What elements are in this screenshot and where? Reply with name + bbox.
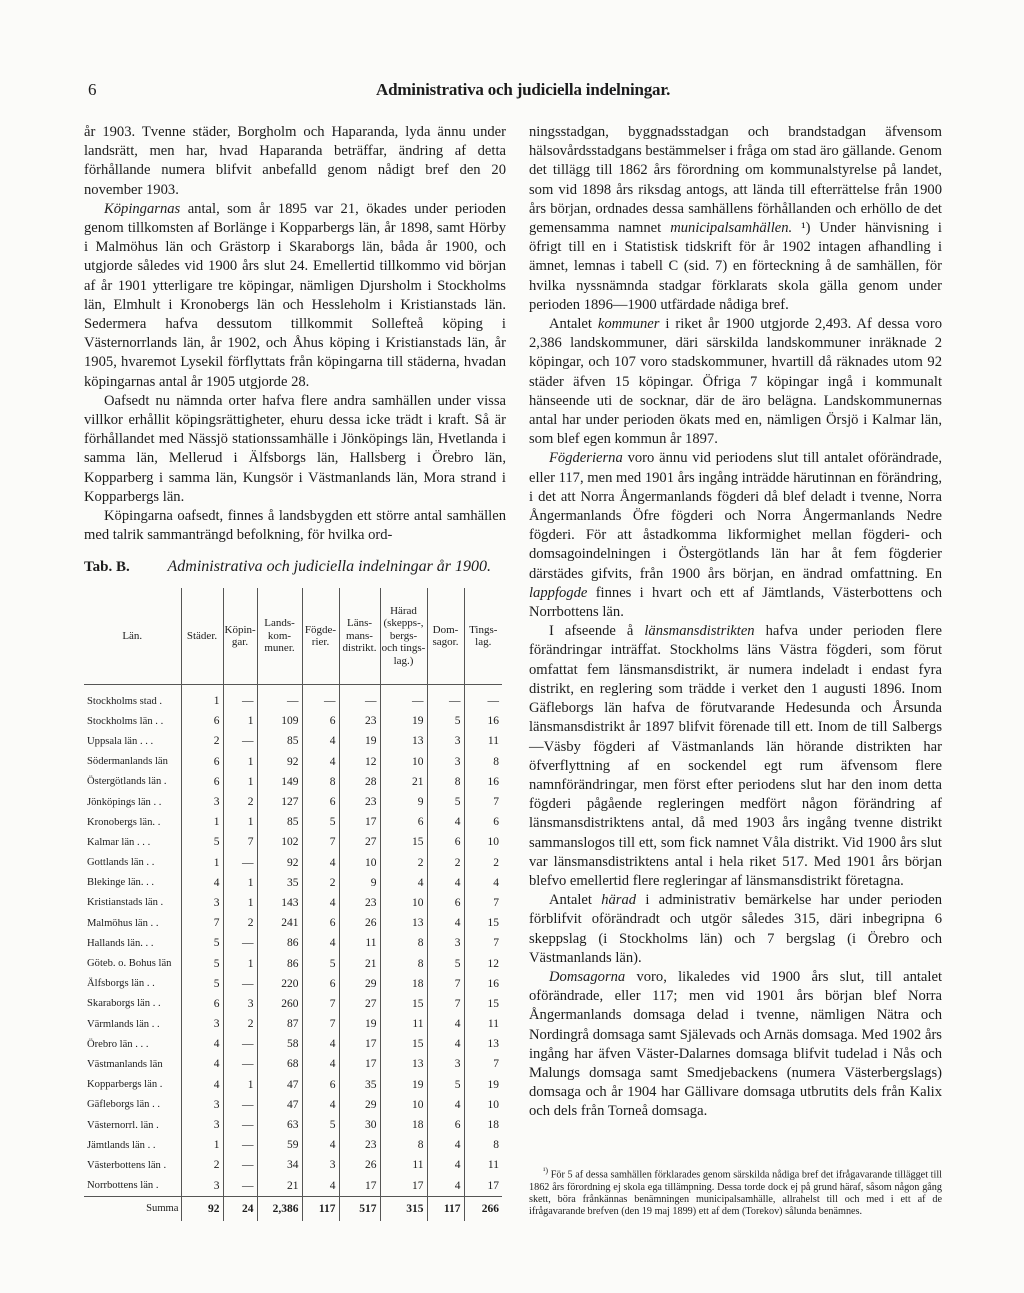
table-cell: 4 (427, 873, 464, 893)
table-cell: 18 (380, 974, 427, 994)
paragraph: Fögderierna voro ännu vid periodens slut till antalet oförändrade, eller 117, men med 1901 års ingång inträdde härutinnan en förändring, i det att Norra Ångermanlands fögderi då blef deladt i tvenne, Norra Ångermanlands Öfre fögderi och Norra Ångermanlands Nedre fögderi. För att åstadkomma likformighet mellan fögderi- och domsagoindelningen i Östergötlands län har åt fem fögderier därstädes gifvits, från 1900 års början, en ändrad omfattning. En lappfogde finnes i hvart och ett af Jämtlands, Västerbottens och Norrbottens län. (529, 450, 942, 621)
table-cell: 6 (427, 1115, 464, 1135)
table-cell: 13 (487, 1038, 499, 1051)
table-cell: 29 (339, 974, 380, 994)
table-cell: 5 (181, 974, 223, 994)
table-cell: 3 (181, 792, 223, 812)
emphasis: lappfogde (529, 584, 588, 601)
table-cell: 4 (181, 873, 223, 893)
table-row (84, 1095, 502, 1115)
table-cell: 7 (427, 974, 464, 994)
table-row (84, 1014, 502, 1034)
table-row (84, 1155, 502, 1175)
table-cell: 1 (181, 812, 223, 832)
table-cell: 2 (427, 853, 464, 873)
table-cell: 19 (487, 1078, 499, 1091)
table-cell: 7 (493, 937, 499, 950)
paragraph: Antalet härad i administrativ bemärkelse har under perioden förblifvit oförändradt och utgör således 315, däri inbegripna 6 skeppslag (i Stockholms län) och 7 bergslag (i Örebro och Västmanlands län). (529, 892, 942, 966)
table-cell: 8 (380, 1135, 427, 1155)
county-name-cell: Jämtlands län . . (84, 1135, 181, 1155)
table-cell: 4 (302, 752, 339, 772)
table-cell: 5 (427, 711, 464, 731)
table-cell: 2 (181, 1155, 223, 1175)
table-cell: 10 (487, 1098, 499, 1111)
table-cell: 5 (427, 953, 464, 973)
table-cell: 6 (493, 816, 499, 829)
table-cell: 6 (181, 711, 223, 731)
emphasis: Köpingarnas (104, 200, 181, 217)
table-cell: 3 (223, 994, 257, 1014)
column-header: Läns-mans-distrikt. (339, 588, 380, 685)
table-row (84, 752, 502, 772)
table-cell: 12 (487, 957, 499, 970)
table-cell: 8 (302, 772, 339, 792)
table-cell: 9 (380, 792, 427, 812)
table-cell: 17 (487, 1179, 499, 1192)
table-cell: 92 (257, 752, 302, 772)
table-cell: 5 (302, 1115, 339, 1135)
table-cell: 117 (302, 1196, 339, 1221)
table-cell: 92 (181, 1196, 223, 1221)
table-cell: 19 (380, 1075, 427, 1095)
table-cell: 6 (302, 913, 339, 933)
table-cell: 4 (181, 1034, 223, 1054)
county-name-cell: Värmlands län . . (84, 1014, 181, 1034)
county-name-cell: Gäfleborgs län . . (84, 1095, 181, 1115)
table-cell: — (339, 685, 380, 712)
table-cell: 35 (339, 1075, 380, 1095)
table-cell: 21 (380, 772, 427, 792)
table-cell: 35 (257, 873, 302, 893)
table-cell: 34 (257, 1155, 302, 1175)
table-cell: 15 (380, 832, 427, 852)
county-name-cell: Gottlands län . . (84, 853, 181, 873)
column-header: Städer. (181, 588, 223, 685)
table-row (84, 913, 502, 933)
left-column (84, 123, 506, 545)
table-row (84, 685, 502, 712)
table-cell: 1 (223, 873, 257, 893)
running-head: Administrativa och judiciella indelningar. (376, 80, 671, 99)
table-cell: 86 (257, 933, 302, 953)
table-cell: — (223, 974, 257, 994)
table-cell: 15 (487, 917, 499, 930)
table-cell: 6 (427, 893, 464, 913)
table-cell: 1 (181, 853, 223, 873)
table-cell: 47 (257, 1095, 302, 1115)
table-cell: 6 (380, 812, 427, 832)
table-cell: 117 (427, 1196, 464, 1221)
column-header: Dom-sagor. (427, 588, 464, 685)
table-cell: 1 (223, 812, 257, 832)
table-cell: 3 (427, 933, 464, 953)
table-cell: 8 (380, 933, 427, 953)
table-cell: — (223, 1054, 257, 1074)
table-row (84, 873, 502, 893)
county-name-cell: Västernorrl. län . (84, 1115, 181, 1135)
table-row (84, 772, 502, 792)
table-cell: 92 (257, 853, 302, 873)
table-cell: 4 (380, 873, 427, 893)
table-cell: 3 (181, 1176, 223, 1197)
table-cell: 4 (427, 1135, 464, 1155)
table-cell: 21 (257, 1176, 302, 1197)
table-cell: 86 (257, 953, 302, 973)
table-cell: 149 (257, 772, 302, 792)
table-cell: 2 (223, 913, 257, 933)
table-cell: 3 (427, 752, 464, 772)
table-cell: 3 (427, 731, 464, 751)
table-cell: 1 (181, 685, 223, 712)
table-cell: — (223, 933, 257, 953)
table-cell: — (223, 1034, 257, 1054)
emphasis: härad (601, 892, 637, 909)
table-cell: 127 (257, 792, 302, 812)
table-cell: 13 (380, 731, 427, 751)
table-cell: 26 (339, 1155, 380, 1175)
table-cell: 2 (493, 856, 499, 869)
table-cell: 1 (223, 772, 257, 792)
county-name-cell: Älfsborgs län . . (84, 974, 181, 994)
table-cell: 7 (302, 994, 339, 1014)
table-cell: 4 (427, 1095, 464, 1115)
table-cell: 6 (427, 832, 464, 852)
table-cell: 4 (427, 812, 464, 832)
county-name-cell: Skaraborgs län . . (84, 994, 181, 1014)
paragraph: Köpingarnas antal, som år 1895 var 21, ökades under perioden genom tillkomsten af Borlänge i Kopparbergs län, år 1898, samt Hörby i Malmöhus län och Grästorp i Skaraborgs län, båda år 1900, och utgjorde således vid 1900 års slut 24. Emellertid tillkommo vid början af år 1901 ytterligare tre köpingar, nämligen Djursholm i Stockholms län, Elmhult i Kronobergs län och Hessleholm i Kristianstads län. Sedermera hafva dessutom tillkommit Sollefteå köping i Västernorrlands län, år 1902, och Åhus köping i Kristianstads län, år 1905, hvaremot Lysekil förflyttats från köpingarna till städerna, hvadan köpingarnas antal år 1905 utgjorde 28. (84, 200, 506, 390)
table-cell: 47 (257, 1075, 302, 1095)
table-cell: 17 (339, 1054, 380, 1074)
table-cell: 7 (493, 796, 499, 809)
table-row (84, 792, 502, 812)
table-cell: 2 (181, 731, 223, 751)
table-cell: 7 (493, 896, 499, 909)
table-cell: 5 (181, 832, 223, 852)
table-cell: 10 (380, 752, 427, 772)
table-cell: 143 (257, 893, 302, 913)
table-cell: 266 (464, 1196, 502, 1221)
table-title (84, 558, 514, 576)
table-cell: — (427, 685, 464, 712)
table-cell: 6 (181, 994, 223, 1014)
table-row (84, 711, 502, 731)
table-cell: — (380, 685, 427, 712)
paragraph: Domsagorna voro, likaledes vid 1900 års slut, till antalet oförändrade, eller 117; men vid 1901 års början blef Norra Ångermanlands domsaga delad i tvenne, nämligen Nätra och Nordingrå domsaga samt Själevads och Arnäs domsaga. Med 1902 års ingång har äfven Väster-Dalarnes domsaga blifvit tudelad i Nås och Malungs domsaga samt Smedjebackens (numera Västerbergslags) domsaga och år 1904 har Gällivare domsaga utbrutits dels från Kalix och dels från Torneå domsaga. (529, 968, 942, 1120)
table-cell: 58 (257, 1034, 302, 1054)
emphasis: kommuner (597, 316, 660, 333)
table-cell: 7 (302, 1014, 339, 1034)
table-row (84, 953, 502, 973)
table-cell: 4 (302, 1034, 339, 1054)
table-cell: 4 (302, 1095, 339, 1115)
table-cell: 315 (380, 1196, 427, 1221)
table-cell: — (223, 853, 257, 873)
table-cell: 4 (302, 1054, 339, 1074)
table-row (84, 1176, 502, 1197)
emphasis: Domsagorna (549, 968, 626, 985)
table-cell: 6 (302, 1075, 339, 1095)
table-cell: 3 (181, 1014, 223, 1034)
table-cell: 59 (257, 1135, 302, 1155)
table-row (84, 1054, 502, 1074)
table-cell: 5 (302, 812, 339, 832)
right-column (529, 123, 942, 1122)
table-cell: 241 (257, 913, 302, 933)
column-header: Fögde-rier. (302, 588, 339, 685)
table-cell: — (223, 1135, 257, 1155)
table-cell: 23 (339, 711, 380, 731)
table-cell: — (223, 1095, 257, 1115)
table-cell: 4 (302, 893, 339, 913)
county-name-cell: Västerbottens län . (84, 1155, 181, 1175)
table-cell: 3 (302, 1155, 339, 1175)
table-cell: 19 (380, 711, 427, 731)
county-name-cell: Jönköpings län . . (84, 792, 181, 812)
county-name-cell: Norrbottens län . (84, 1176, 181, 1197)
table-cell: — (223, 685, 257, 712)
county-name-cell: Blekinge län. . . (84, 873, 181, 893)
table-cell: 6 (302, 974, 339, 994)
table-row (84, 1034, 502, 1054)
table-cell: 23 (339, 792, 380, 812)
county-name-cell: Västmanlands län (84, 1054, 181, 1074)
table-cell: 17 (339, 1034, 380, 1054)
table-cell: 15 (380, 994, 427, 1014)
paragraph: Oafsedt nu nämnda orter hafva flere andra samhällen under vissa villkor erhållit köpingsrättigheter, ehuru dessa icke trädt i kraft. Så är förhållandet med Nässjö stationssamhälle i Jönköpings län, Hvetlanda i samma län, Mellerud i Älfsborgs län, Hallsberg i Örebro län, Kopparberg i samma län, Kungsör i Västmanlands län, Mora strand i Kopparbergs län. (84, 392, 506, 505)
page-number: 6 (88, 80, 97, 99)
table-cell: 2 (223, 792, 257, 812)
county-name-cell: Södermanlands län (84, 752, 181, 772)
table-cell: 1 (223, 953, 257, 973)
table-row (84, 853, 502, 873)
table-cell: — (302, 685, 339, 712)
table-cell: 4 (427, 913, 464, 933)
county-name-cell: Östergötlands län . (84, 772, 181, 792)
table-cell: 8 (493, 755, 499, 768)
table-cell: 13 (380, 913, 427, 933)
table-cell: 7 (181, 913, 223, 933)
table-cell: 2 (223, 1014, 257, 1034)
table-cell: 5 (302, 953, 339, 973)
county-name-cell: Kronobergs län. . (84, 812, 181, 832)
county-name-cell: Uppsala län . . . (84, 731, 181, 751)
emphasis: länsmansdistrikten (644, 623, 755, 640)
table-cell: 4 (302, 1135, 339, 1155)
table-cell: 3 (181, 1095, 223, 1115)
table-cell: 87 (257, 1014, 302, 1034)
table-row (84, 832, 502, 852)
table-cell: 4 (302, 933, 339, 953)
table-cell: 29 (339, 1095, 380, 1115)
table-cell: 16 (487, 715, 499, 728)
table-cell: 11 (487, 1018, 499, 1031)
table-cell: 5 (181, 933, 223, 953)
table-cell: 19 (339, 1014, 380, 1034)
table-cell: 4 (302, 731, 339, 751)
column-header: Härad (skepps-, bergs- och tings-lag.) (380, 588, 427, 685)
table-row (84, 731, 502, 751)
table-cell: — (223, 731, 257, 751)
table-cell: 102 (257, 832, 302, 852)
table-cell: 85 (257, 812, 302, 832)
table-cell: 23 (339, 1135, 380, 1155)
table-cell: 15 (380, 1034, 427, 1054)
paragraph: ningsstadgan, byggnadsstadgan och brandstadgan äfvensom hälsovårdsstadgans bestämmelser i fråga om stad äro gällande. Genom det tillägg till 1862 års förordning om kommunalstyrelse på landet, som vid 1898 års riksdag antogs, att lända till efterrättelse från 1900 års början, ordnades dessa samhällens förhållanden och erhöllo de det gemensamma namnet municipalsamhällen. ¹) Under hänvisning i öfrigt till en i Statistisk tidskrift för år 1902 intagen afhandling i ämnet, lemnas i tabell C (sid. 7) en förteckning å de samhällen, för hvilka nyssnämnda stadgar förklarats skola gälla genom under perioden 1896—1900 utfärdade nådiga bref. (529, 124, 942, 313)
footnote: $^{^1)}$ För 5 af dessa samhällen förklarades genom särskilda nådiga bref det ifrågavarande tillägget till 1862 års förordning ej skola ega tillämpning. Dessa torde dock ej på grund häraf, såsom någon gång skett, böra frånkännas benämningen municipalsamhälle, allrahelst till och med i ett af de ifrågavarande brefven (den 19 maj 1899) ett af dem (Torekov) sålunda benämnes. (529, 1166, 942, 1217)
table-cell: 1 (223, 893, 257, 913)
column-header: Köpin-gar. (223, 588, 257, 685)
table-cell: 23 (339, 893, 380, 913)
table-cell: 21 (339, 953, 380, 973)
table-cell: 30 (339, 1115, 380, 1135)
table-cell: 1 (223, 711, 257, 731)
table-cell: 4 (302, 1176, 339, 1197)
table-cell: 26 (339, 913, 380, 933)
table-cell: 10 (380, 1095, 427, 1115)
table-row (84, 933, 502, 953)
table-cell: 3 (181, 1115, 223, 1135)
table-sum-row (84, 1196, 502, 1221)
table-cell: 5 (427, 792, 464, 812)
table-cell: 4 (181, 1075, 223, 1095)
column-header: Län. (84, 588, 181, 685)
table-cell: 10 (380, 893, 427, 913)
table-cell: 85 (257, 731, 302, 751)
table-cell: 7 (493, 1058, 499, 1071)
table-cell: — (223, 1155, 257, 1175)
table-row (84, 812, 502, 832)
table-cell: 18 (380, 1115, 427, 1135)
column-header: Tings-lag. (464, 588, 502, 685)
table-row (84, 1075, 502, 1095)
county-name-cell: Göteb. o. Bohus län (84, 953, 181, 973)
emphasis: municipalsamhällen. (670, 220, 793, 237)
county-name-cell: Hallands län. . . (84, 933, 181, 953)
paragraph: år 1903. Tvenne städer, Borgholm och Haparanda, lyda ännu under landsrätt, men har, hvad Haparanda beträffar, ändring af detta förhållande numera blifvit anbefalld genom nådigt bref den 20 november 1903. (84, 124, 506, 198)
table-cell: 4 (302, 853, 339, 873)
table-cell: 24 (223, 1196, 257, 1221)
table-cell: 5 (427, 1075, 464, 1095)
table-cell: 18 (487, 1119, 499, 1132)
paragraph: I afseende å länsmansdistrikten hafva under perioden flere förändringar inträffat. Stockholms läns Västra fögderi, som förut omfattat fem länsmansdistrikt, är numera indeladt i endast fyra distrikt, en reglering som trädde i verket den 1 augusti 1896. Inom Gäfleborgs län hafva de förutvarande Hedesunda och Årsunda länsmansdistrikt år 1897 blifvit förenade till ett. Inom de till Salbergs—Väsby fögderi af Västmanlands län hörande distrikten har öfverflyttning af en sockendel egt rum äfvensom flere namnförändringar, men först efter periodens slut har den inom detta fögderi pågående regleringen medfört någon förändring af länsmansdistriktens antal, då med 1903 års ingång tvenne distrikt sammanslogos till ett, som fick namnet Våla distrikt. Vid 1900 års slut var länsmansdistriktens antal i hela riket 517. Med 1901 års början blefvo emellertid flere regleringar af länsmansdistrikt företagna. (529, 623, 942, 889)
table-cell: 63 (257, 1115, 302, 1135)
table-cell: 8 (380, 953, 427, 973)
table-cell: 6 (302, 711, 339, 731)
county-name-cell: Kalmar län . . . (84, 832, 181, 852)
footnote-mark: ¹) (543, 1166, 549, 1175)
table-cell: — (487, 695, 499, 708)
table-cell: — (223, 1176, 257, 1197)
table-row (84, 893, 502, 913)
table-cell: 2 (302, 873, 339, 893)
table-cell: 17 (339, 1176, 380, 1197)
table-cell: 15 (487, 997, 499, 1010)
table-cell: 2 (380, 853, 427, 873)
table-cell: 7 (302, 832, 339, 852)
table-cell: 4 (427, 1155, 464, 1175)
table-cell: 11 (380, 1014, 427, 1034)
statistics-table (84, 588, 502, 1221)
table-cell: 1 (223, 1075, 257, 1095)
table-cell: 10 (487, 836, 499, 849)
county-name-cell: Örebro län . . . (84, 1034, 181, 1054)
column-header: Lands-kom-muner. (257, 588, 302, 685)
table-cell: 16 (487, 775, 499, 788)
table-cell: — (223, 1115, 257, 1135)
table-cell: 19 (339, 731, 380, 751)
table-cell: 16 (487, 977, 499, 990)
table-cell: 11 (339, 933, 380, 953)
table-cell: 2,386 (257, 1196, 302, 1221)
table-cell: 6 (181, 752, 223, 772)
table-cell: 17 (339, 812, 380, 832)
table-cell: 1 (223, 752, 257, 772)
table-cell: 220 (257, 974, 302, 994)
table-cell: 1 (181, 1135, 223, 1155)
table-cell: 10 (339, 853, 380, 873)
emphasis: Fögderierna (549, 450, 623, 467)
table-cell: 13 (380, 1054, 427, 1074)
table-cell: 9 (339, 873, 380, 893)
table-cell: 7 (223, 832, 257, 852)
table-cell: 260 (257, 994, 302, 1014)
table-caption: Administrativa och judiciella indelningar år 1900. (167, 558, 492, 575)
table-cell: 68 (257, 1054, 302, 1074)
table-cell: 3 (181, 893, 223, 913)
county-name-cell: Kopparbergs län . (84, 1075, 181, 1095)
table-cell: 4 (181, 1054, 223, 1074)
table-cell: 11 (380, 1155, 427, 1175)
table-cell: 27 (339, 994, 380, 1014)
table-cell: 5 (181, 953, 223, 973)
table-cell: 4 (427, 1176, 464, 1197)
table-cell: 12 (339, 752, 380, 772)
table-cell: 17 (380, 1176, 427, 1197)
table-cell: 6 (302, 792, 339, 812)
county-name-cell: Malmöhus län . . (84, 913, 181, 933)
table-cell: 7 (427, 994, 464, 1014)
table-cell: — (257, 685, 302, 712)
table-row (84, 1135, 502, 1155)
table-cell: 6 (181, 772, 223, 792)
county-name-cell: Summa (84, 1196, 181, 1221)
table-cell: 109 (257, 711, 302, 731)
table-cell: 28 (339, 772, 380, 792)
county-name-cell: Stockholms län . . (84, 711, 181, 731)
table-cell: 4 (427, 1014, 464, 1034)
table-row (84, 974, 502, 994)
county-name-cell: Stockholms stad . (84, 685, 181, 712)
table-cell: 11 (487, 735, 499, 748)
table-cell: 8 (427, 772, 464, 792)
table-cell: 3 (427, 1054, 464, 1074)
table-cell: 8 (493, 1139, 499, 1152)
table-header-row (84, 588, 502, 685)
paragraph: Köpingarna oafsedt, finnes å landsbygden ett större antal samhällen med talrik sammanträngd befolkning, för hvilka ord- (84, 508, 506, 544)
table-cell: 517 (339, 1196, 380, 1221)
table-cell: 4 (427, 1034, 464, 1054)
table-label: Tab. B. (84, 559, 130, 575)
table-cell: 4 (493, 876, 499, 889)
table-row (84, 994, 502, 1014)
table-cell: 27 (339, 832, 380, 852)
paragraph: Antalet kommuner i riket år 1900 utgjorde 2,493. Af dessa voro 2,386 landskommuner, däri särskilda landskommuner inräknade 2 köpingar, och 107 voro stadskommuner, hvartill då räknades utom 92 städer äfven 15 köpingar. Öfriga 7 köpingar ingå i kommunalt hänseende uti de socknar, där de äro belägna. Landskommunernas antal har under perioden ökats med en, nämligen Örsjö i Kalmar län, som blef egen kommun år 1897. (529, 316, 942, 448)
table-row (84, 1115, 502, 1135)
table-cell: 11 (487, 1159, 499, 1172)
county-name-cell: Kristianstads län . (84, 893, 181, 913)
